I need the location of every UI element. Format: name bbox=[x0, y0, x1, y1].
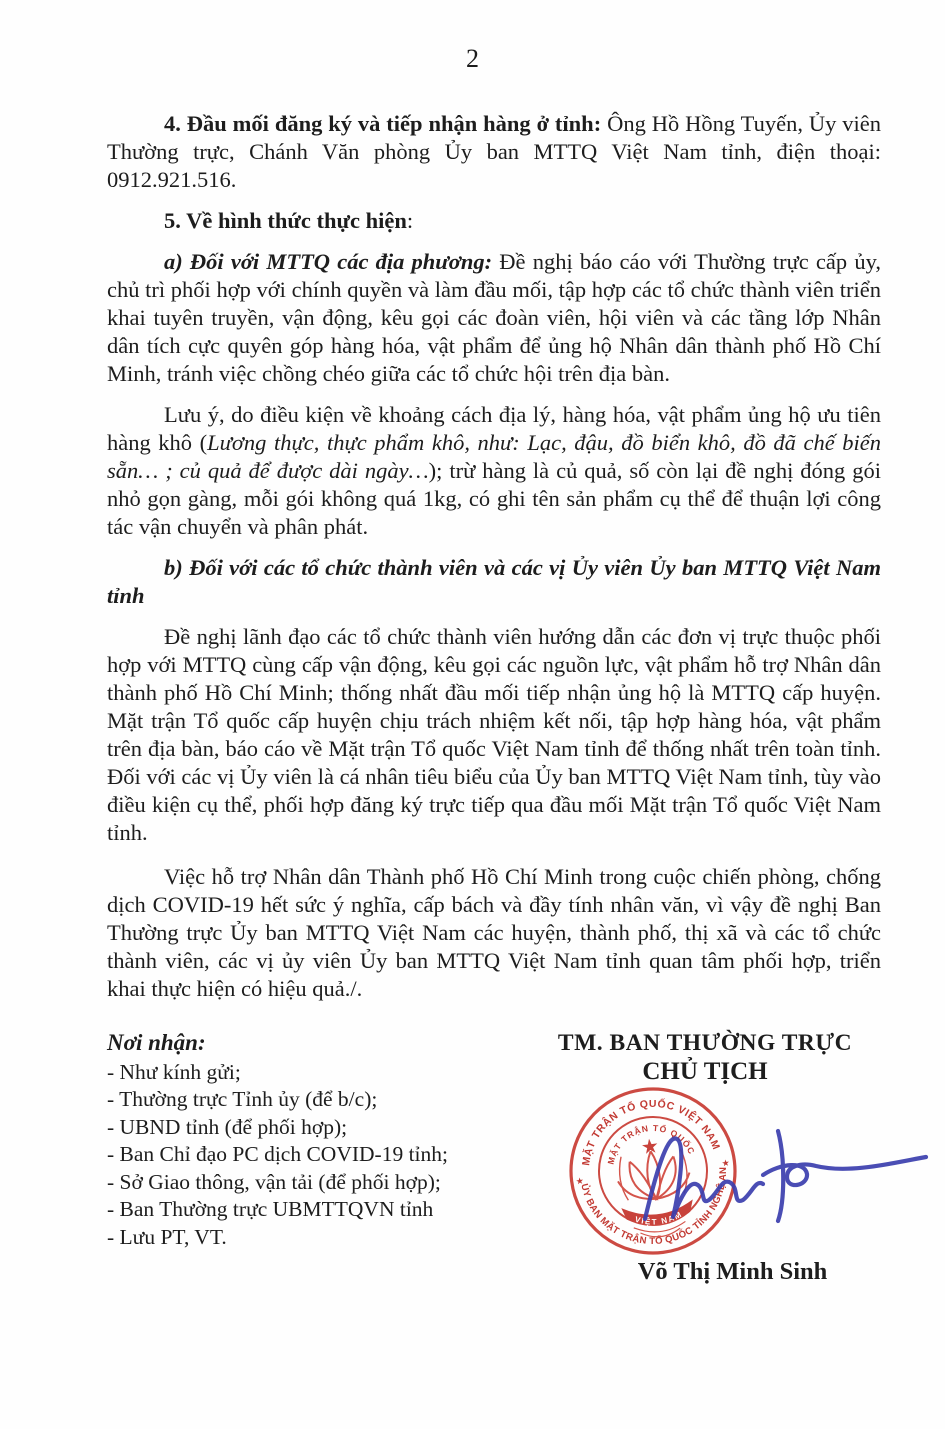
a-text: Đề nghị báo cáo với Thường trực cấp ủy, chủ trì phối hợp với chính quyền và làm đầu mối, tập hợp các tổ chức thành viên triển khai tuyên truyền, vận động, kêu gọi các đoàn viên, hội viên và các tầng lớp Nhân dân tích cực quyên góp hàng hóa, vật phẩm để ủng hộ Nhân dân thành phố Hồ Chí Minh, tránh việc chồng chéo giữa các tổ chức hội trên địa bàn. bbox=[107, 249, 881, 386]
stamp-banner-text: VIỆT NAM bbox=[633, 1209, 685, 1227]
stamp-outer-top-text: MẶT TRẬN TỔ QUỐC VIỆT NAM bbox=[580, 1097, 723, 1167]
recipient-item: - Sở Giao thông, vận tải (để phối hợp); bbox=[107, 1169, 441, 1194]
document-body bbox=[0, 110, 945, 1003]
recipients-title: Nơi nhận: bbox=[107, 1030, 206, 1055]
document-footer bbox=[0, 1029, 945, 1286]
item4-text: Ông Hồ Hồng Tuyến, Ủy viên Thường trực, Chánh Văn phòng Ủy ban MTTQ Việt Nam tỉnh, điện thoại: 0912.921.516. bbox=[107, 111, 881, 192]
stamp-right-star-icon: ★ bbox=[720, 1157, 731, 1169]
recipients-block bbox=[107, 1029, 475, 1286]
seal-and-signature-area bbox=[505, 1089, 905, 1254]
heading-b-member-orgs: b) Đối với các tổ chức thành viên và các vị Ủy viên Ủy ban MTTQ Việt Nam tỉnh bbox=[107, 555, 881, 608]
handwritten-signature bbox=[633, 1115, 933, 1240]
item4-label: 4. Đầu mối đăng ký và tiếp nhận hàng ở tỉnh: bbox=[164, 111, 602, 136]
signer-name: Võ Thị Minh Sinh bbox=[637, 1258, 828, 1285]
recipient-item: - Lưu PT, VT. bbox=[107, 1224, 227, 1249]
page-number: 2 bbox=[466, 44, 479, 73]
stamp-left-star-icon: ★ bbox=[575, 1175, 585, 1187]
section5-label: 5. Về hình thức thực hiện bbox=[164, 208, 407, 233]
paragraph-closing: Việc hỗ trợ Nhân dân Thành phố Hồ Chí Minh trong cuộc chiến phòng, chống dịch COVID-19 hết sức ý nghĩa, cấp bách và đầy tính nhân văn, vì vậy đề nghị Ban Thường trực Ủy ban MTTQ Việt Nam các huyện, thành phố, thị xã và các tổ chức thành viên, các vị ủy viên Ủy ban MTTQ Việt Nam tỉnh quan tâm phối hợp, triển khai thực hiện có hiệu quả./. bbox=[107, 864, 881, 1001]
stamp-center-star-icon: ★ bbox=[639, 1135, 661, 1160]
recipient-item: - Ban Chỉ đạo PC dịch COVID-19 tỉnh; bbox=[107, 1142, 448, 1166]
recipient-item: - Thường trực Tỉnh ủy (để b/c); bbox=[107, 1087, 378, 1111]
stamp-outer-bottom-text: ỦY BAN MẶT TRẬN TỔ QUỐC TỈNH NGHỆ AN bbox=[578, 1166, 730, 1248]
note-italic: Lương thực, thực phẩm khô, như: Lạc, đậu, đồ biển khô, đồ đã chế biến sẵn… ; củ quả để được dài ngày… bbox=[107, 430, 881, 483]
note-lead: Lưu ý, do điều kiện về khoảng cách địa lý, hàng hóa, vật phẩm ủng hộ ưu tiên hàng khô ( bbox=[107, 402, 881, 455]
section5-colon: : bbox=[406, 208, 414, 233]
stamp-inner-top-text: MẶT TRẬN TỔ QUỐC bbox=[605, 1122, 698, 1166]
recipient-item: - Ban Thường trực UBMTTQVN tỉnh bbox=[107, 1197, 434, 1221]
paragraph-a-local-fronts bbox=[107, 248, 881, 388]
signature-block bbox=[475, 1029, 905, 1286]
paragraph-note-dry-goods bbox=[107, 401, 881, 541]
note-tail: ); trừ hàng là củ quả, số còn lại đề nghị đóng gói nhỏ gọn gàng, mỗi gói không quá 1kg, có ghi tên sản phẩm cụ thể để thuận lợi công tác vận chuyển và phân phát. bbox=[107, 458, 881, 539]
signing-authority-line: TM. BAN THƯỜNG TRỰC bbox=[557, 1030, 853, 1056]
paragraph-registration-contact bbox=[107, 110, 881, 194]
paragraph-member-orgs: Đề nghị lãnh đạo các tổ chức thành viên hướng dẫn các đơn vị trực thuộc phối hợp với MTTQ cùng cấp vận động, kêu gọi các nguồn lực, vật phẩm hỗ trợ Nhân dân thành phố Hồ Chí Minh; thống nhất đầu mối tiếp nhận ủng hộ là MTTQ cấp huyện. Mặt trận Tổ quốc cấp huyện chịu trách nhiệm kết nối, tập hợp hàng hóa, vật phẩm trên địa bàn, báo cáo về Mặt trận Tổ quốc Việt Nam tỉnh để thống nhất trên toàn tỉnh. Đối với các vị Ủy viên là cá nhân tiêu biểu của Ủy ban MTTQ Việt Nam tỉnh, tùy vào điều kiện cụ thể, phối hợp đăng ký trực tiếp qua đầu mối Mặt trận Tổ quốc Việt Nam tỉnh. bbox=[107, 624, 881, 845]
heading-section5 bbox=[107, 207, 881, 235]
a-label: a) Đối với MTTQ các địa phương: bbox=[164, 249, 493, 274]
signer-title-line: CHỦ TỊCH bbox=[642, 1058, 768, 1085]
recipient-item: - UBND tỉnh (để phối hợp); bbox=[107, 1114, 348, 1139]
recipient-item: - Như kính gửi; bbox=[107, 1059, 241, 1084]
